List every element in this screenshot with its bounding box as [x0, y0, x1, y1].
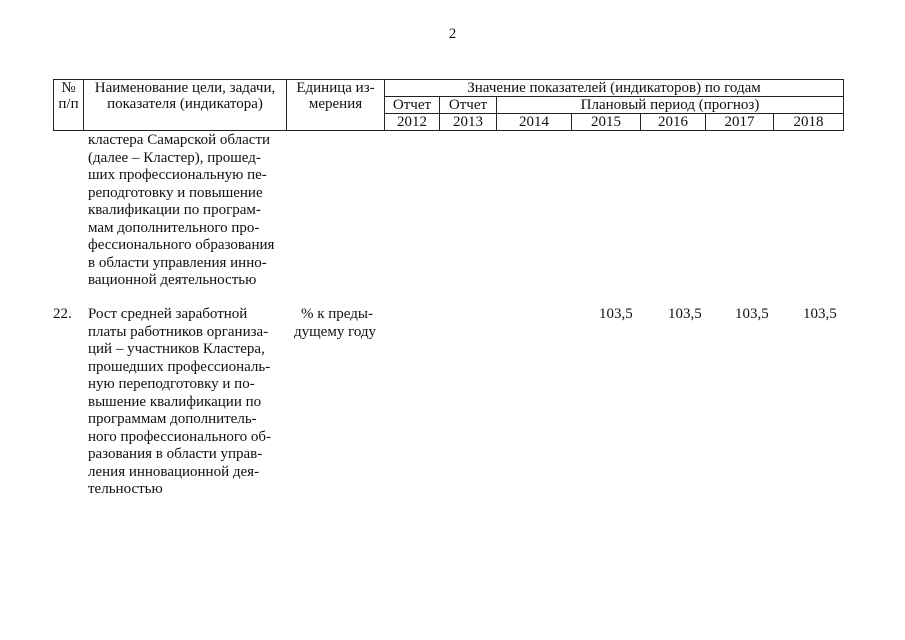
page-number: 2	[448, 26, 457, 42]
header-year: 2013	[440, 114, 497, 131]
header-report-2012: Отчет	[385, 97, 440, 114]
header-year: 2014	[497, 114, 572, 131]
row-22-value-2016: 103,5	[668, 306, 702, 322]
header-year: 2016	[641, 114, 706, 131]
header-num: № п/п	[54, 80, 84, 131]
row-22-unit: % к преды- дущему году	[294, 306, 377, 340]
row-1-name: кластера Самарской области (далее – Кластер), прошед- ших профессиональную пе- реподготовку и повышение квалификации по програм- мам дополнительного про- фессионального образования в области управления инно- вационной деятельностью	[88, 132, 275, 288]
row-22-name: Рост средней заработной платы работников организа- ций – участников Кластера, прошедших профессиональ- ную переподготовку и по- вышение квалификации по программам дополнитель- ного профессионального об- разования в области управ- ления инновационной дея- тельностью	[88, 306, 272, 497]
header-year: 2017	[706, 114, 774, 131]
header-report-2013: Отчет	[440, 97, 497, 114]
table-header	[53, 79, 844, 131]
header-year: 2018	[774, 114, 844, 131]
header-name: Наименование цели, задачи, показателя (индикатора)	[84, 80, 287, 131]
header-unit: Единица из-мерения	[287, 80, 385, 131]
header-year: 2015	[572, 114, 641, 131]
row-22-value-2015: 103,5	[599, 306, 633, 322]
header-values-group: Значение показателей (индикаторов) по годам	[385, 80, 844, 97]
row-22-value-2017: 103,5	[735, 306, 769, 322]
row-22-value-2018: 103,5	[803, 306, 837, 322]
header-plan-period: Плановый период (прогноз)	[497, 97, 844, 114]
header-year: 2012	[385, 114, 440, 131]
row-22-number: 22.	[53, 306, 72, 322]
